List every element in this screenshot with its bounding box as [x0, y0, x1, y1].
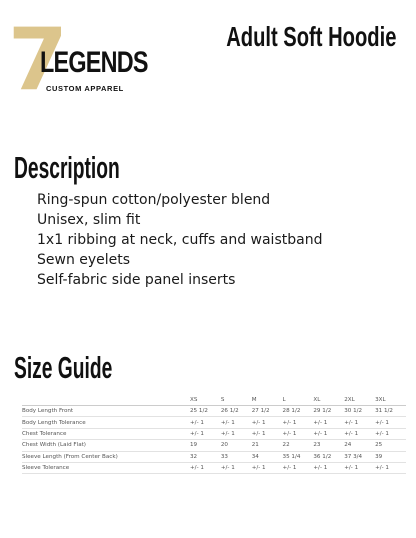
table-cell: 25 1/2 — [190, 406, 221, 417]
table-cell: 33 — [221, 451, 252, 462]
description-heading: Description — [14, 150, 120, 185]
table-cell: 27 1/2 — [252, 406, 283, 417]
table-cell: +/- 1 — [221, 428, 252, 439]
size-header: XL — [313, 394, 344, 406]
description-item: Ring-spun cotton/polyester blend — [37, 192, 271, 208]
table-cell: 20 — [221, 440, 252, 451]
size-header: 2XL — [344, 394, 375, 406]
size-header: L — [283, 394, 314, 406]
table-row — [22, 440, 406, 451]
table-row — [22, 428, 406, 439]
size-header-row — [22, 394, 406, 406]
size-header-blank — [22, 394, 190, 406]
logo-tagline: CUSTOM APPAREL — [46, 84, 124, 93]
product-title: Adult Soft Hoodie — [225, 21, 396, 52]
table-cell: 30 1/2 — [344, 406, 375, 417]
row-label: Body Length Front — [22, 406, 190, 417]
logo-number: 7 — [8, 10, 66, 110]
table-cell: +/- 1 — [190, 462, 221, 473]
row-label: Chest Tolerance — [22, 428, 190, 439]
size-guide-heading: Size Guide — [14, 350, 113, 385]
table-cell: +/- 1 — [344, 428, 375, 439]
table-cell: 25 — [375, 440, 406, 451]
table-cell: +/- 1 — [252, 428, 283, 439]
row-label: Sleeve Tolerance — [22, 462, 190, 473]
description-list — [37, 190, 322, 290]
table-cell: 21 — [252, 440, 283, 451]
table-cell: +/- 1 — [375, 462, 406, 473]
table-cell: 26 1/2 — [221, 406, 252, 417]
table-cell: 31 1/2 — [375, 406, 406, 417]
table-cell: 34 — [252, 451, 283, 462]
table-cell: 29 1/2 — [313, 406, 344, 417]
table-row — [22, 417, 406, 428]
table-cell: +/- 1 — [221, 417, 252, 428]
table-cell: +/- 1 — [313, 428, 344, 439]
row-label: Chest Width (Laid Flat) — [22, 440, 190, 451]
size-header: M — [252, 394, 283, 406]
description-item: 1x1 ribbing at neck, cuffs and waistband — [37, 232, 323, 248]
size-header: 3XL — [375, 394, 406, 406]
table-cell: 23 — [313, 440, 344, 451]
table-cell: +/- 1 — [375, 417, 406, 428]
table-cell: +/- 1 — [252, 417, 283, 428]
description-item: Sewn eyelets — [37, 252, 131, 268]
size-guide-table — [22, 394, 406, 474]
row-label: Sleeve Length (From Center Back) — [22, 451, 190, 462]
table-cell: 39 — [375, 451, 406, 462]
table-row — [22, 451, 406, 462]
table-cell: +/- 1 — [190, 417, 221, 428]
table-cell: 24 — [344, 440, 375, 451]
table-cell: 22 — [283, 440, 314, 451]
table-cell: +/- 1 — [221, 462, 252, 473]
table-cell: 28 1/2 — [283, 406, 314, 417]
table-cell: 35 1/4 — [283, 451, 314, 462]
table-cell: 36 1/2 — [313, 451, 344, 462]
table-cell: 32 — [190, 451, 221, 462]
table-cell: +/- 1 — [252, 462, 283, 473]
table-cell: +/- 1 — [190, 428, 221, 439]
logo-wordmark: LEGENDS — [40, 46, 148, 79]
table-cell: +/- 1 — [313, 417, 344, 428]
table-cell: +/- 1 — [283, 428, 314, 439]
table-row — [22, 462, 406, 473]
size-header: XS — [190, 394, 221, 406]
size-header: S — [221, 394, 252, 406]
row-label: Body Length Tolerance — [22, 417, 190, 428]
description-item: Self-fabric side panel inserts — [37, 272, 236, 288]
table-cell: +/- 1 — [283, 462, 314, 473]
table-cell: +/- 1 — [313, 462, 344, 473]
table-cell: +/- 1 — [344, 417, 375, 428]
table-cell: +/- 1 — [375, 428, 406, 439]
table-row — [22, 406, 406, 417]
table-cell: +/- 1 — [344, 462, 375, 473]
description-item: Unisex, slim fit — [37, 212, 141, 228]
table-cell: 19 — [190, 440, 221, 451]
brand-logo — [8, 10, 148, 110]
table-cell: 37 3/4 — [344, 451, 375, 462]
table-cell: +/- 1 — [283, 417, 314, 428]
